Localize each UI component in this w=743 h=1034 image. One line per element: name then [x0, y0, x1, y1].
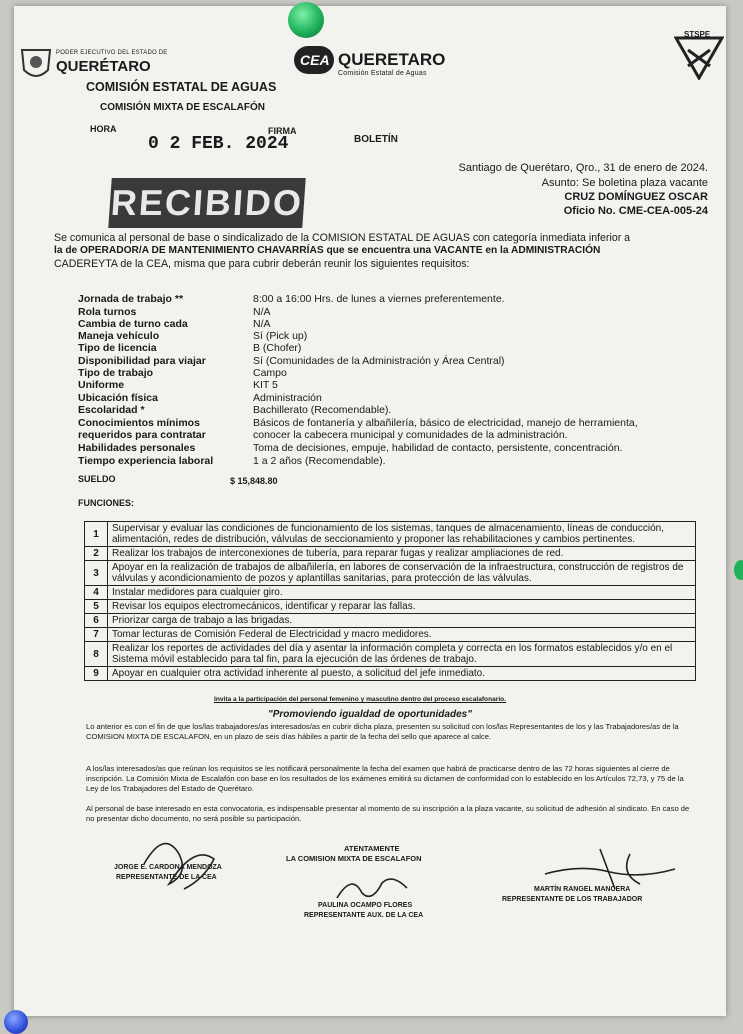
- stspe-text: STSPE: [684, 30, 711, 39]
- signature-1-name: JORGE E. CARDONA MENDOZA: [114, 864, 222, 871]
- paragraph-sindicato: Al personal de base interesado en esta convocatoria, es indispensable presentar al momento de su inscripción a la plaza vacante, su solicitud de adhesión al sindicato. En caso de no presentar dicho documento, no será posible su participación.: [86, 804, 690, 823]
- requirement-label: Ubicación física: [78, 392, 158, 404]
- functions-table: [84, 521, 696, 681]
- requirement-value: B (Chofer): [253, 342, 302, 354]
- function-text: Realizar los trabajos de interconexiones de tubería, para reparar fugas y realizar ampliaciones de red.: [108, 547, 696, 561]
- requirement-row: [78, 417, 638, 429]
- requirement-row: [78, 318, 271, 330]
- commission-name: LA COMISION MIXTA DE ESCALAFON: [286, 854, 422, 863]
- requirement-label: Escolaridad *: [78, 404, 145, 416]
- intro-line2: la de OPERADOR/A DE MANTENIMIENTO CHAVARRÍAS que se encuentra una VACANTE en la ADMINISTRACIÓN: [54, 245, 601, 256]
- requirement-value: Toma de decisiones, empuje, habilidad de contacto, persistente, concentración.: [253, 442, 623, 454]
- stspe-logo-icon: [674, 32, 724, 80]
- requirement-label: Uniforme: [78, 379, 125, 391]
- function-number: 4: [85, 586, 108, 600]
- salary-value: $ 15,848.80: [230, 476, 278, 486]
- requirement-label: Habilidades personales: [78, 442, 196, 454]
- paragraph-plazo: Lo anterior es con el fin de que los/las trabajadores/as interesados/as en cubrir dicha plaza, presenten su solicitud con los/las Representantes de los y las Trabajadores/as de la COMISION MIXTA DE ESCALAFON, en un plazo de seis días hábiles a partir de la fecha del sello que aparece al calce.: [86, 722, 679, 741]
- function-row: [85, 600, 696, 614]
- function-text: Apoyar en la realización de trabajos de albañilería, en labores de conservación de la infraestructura, construcción de registros de válvulas y acondicionamiento de pozos y aplantillas sanitarias, para protección de las válvulas.: [108, 561, 696, 586]
- hora-label: HORA: [90, 124, 117, 134]
- function-text: Supervisar y evaluar las condiciones de funcionamiento de los sistemas, tanques de almacenamiento, líneas de conducción, alimentación, redes de distribución, válvulas de seccionamiento y proponer las rehabilitaciones y cambios pertinentes.: [108, 522, 696, 547]
- function-text: Tomar lecturas de Comisión Federal de Electricidad y macro medidores.: [108, 628, 696, 642]
- functions-title: FUNCIONES:: [78, 498, 134, 508]
- function-number: 9: [85, 667, 108, 681]
- requirement-row: [78, 455, 386, 467]
- cea-name: QUERETARO: [338, 50, 446, 69]
- function-row: [85, 586, 696, 600]
- boletin-label: BOLETÍN: [354, 134, 398, 145]
- received-stamp: RECIBIDO: [108, 178, 305, 228]
- function-text: Revisar los equipos electromecánicos, identificar y reparar las fallas.: [108, 600, 696, 614]
- function-row: [85, 667, 696, 681]
- requirement-label: Maneja vehículo: [78, 330, 160, 342]
- requirement-value: Sí (Pick up): [253, 330, 308, 342]
- function-number: 3: [85, 561, 108, 586]
- function-text: Instalar medidores para cualquier giro.: [108, 586, 696, 600]
- org-line1: COMISIÓN ESTATAL DE AGUAS: [86, 80, 277, 94]
- signature-2-name: PAULINA OCAMPO FLORES: [318, 902, 413, 909]
- requirement-value: Campo: [253, 367, 287, 379]
- function-number: 5: [85, 600, 108, 614]
- function-number: 2: [85, 547, 108, 561]
- requirement-label: Conocimientos mínimos: [78, 417, 200, 429]
- salary-label: SUELDO: [78, 474, 116, 484]
- received-date: 0 2 FEB. 2024: [148, 134, 289, 154]
- function-text: Apoyar en cualquier otra actividad inherente al puesto, a solicitud del jefe inmediato.: [108, 667, 696, 681]
- requirement-value: 8:00 a 16:00 Hrs. de lunes a viernes preferentemente.: [253, 293, 505, 305]
- requirement-label: Tiempo experiencia laboral: [78, 455, 214, 467]
- signature-2-role: REPRESENTANTE AUX. DE LA CEA: [304, 912, 424, 919]
- function-text: Realizar los reportes de actividades del día y asentar la información completa y correcta en los formatos establecidos y/o en el Sistema móvil establecido para tal fin, para la ejecución de las órdenes de trabajo.: [108, 642, 696, 667]
- gov-small-text: PODER EJECUTIVO DEL ESTADO DE: [56, 50, 168, 56]
- document-page: [14, 6, 726, 1016]
- atentamente: ATENTAMENTE: [344, 844, 400, 853]
- function-row: [85, 642, 696, 667]
- addressee-name: CRUZ DOMÍNGUEZ OSCAR: [564, 191, 708, 203]
- requirement-row: [78, 342, 302, 354]
- function-number: 7: [85, 628, 108, 642]
- signature-1-icon: [134, 824, 234, 894]
- firma-label: FIRMA: [268, 126, 297, 136]
- requirement-label: Cambia de turno cada: [78, 318, 188, 330]
- function-row: [85, 547, 696, 561]
- function-number: 6: [85, 614, 108, 628]
- paragraph-examen: A los/las interesados/as que reúnan los requisitos se les notificará personalmente la fecha del examen que habrá de practicarse dentro de las 72 horas siguientes al cierre de inscripción. La Comisión Mixta de Escalafón con base en los resultados de los exámenes emitirá su dictamen de conformidad con lo establecido en los Artículos 72,73, y 75 de la Ley de los Trabajadores del Estado de Querétaro.: [86, 764, 684, 793]
- intro-line1: Se comunica al personal de base o sindicalizado de la COMISION ESTATAL DE AGUAS con categoría inmediata inferior a: [54, 232, 631, 244]
- function-number: 1: [85, 522, 108, 547]
- requirement-row: [78, 306, 271, 318]
- green-pushpin-icon: [288, 2, 324, 38]
- gov-name: QUERÉTARO: [56, 58, 151, 75]
- org-line2: COMISIÓN MIXTA DE ESCALAFÓN: [100, 102, 265, 113]
- place-date: Santiago de Querétaro, Qro., 31 de enero de 2024.: [458, 162, 708, 174]
- state-crest-icon: [18, 44, 54, 84]
- requirement-value: conocer la cabecera municipal y comunidades de la administración.: [253, 429, 568, 441]
- requirement-row: [78, 355, 505, 367]
- function-number: 8: [85, 642, 108, 667]
- requirement-value: Bachillerato (Recomendable).: [253, 404, 392, 416]
- requirement-row: [78, 330, 308, 342]
- asunto: Asunto: Se boletina plaza vacante: [541, 177, 708, 189]
- oficio-number: Oficio No. CME-CEA-005-24: [563, 205, 708, 217]
- requirement-label: Tipo de trabajo: [78, 367, 154, 379]
- green-pushpin-edge-icon: [734, 560, 743, 580]
- requirement-label: Disponibilidad para viajar: [78, 355, 206, 367]
- requirement-label: Rola turnos: [78, 306, 137, 318]
- requirement-row: [78, 429, 568, 441]
- requirement-value: N/A: [253, 306, 271, 318]
- requirement-value: N/A: [253, 318, 271, 330]
- signature-3-role: REPRESENTANTE DE LOS TRABAJADOR: [502, 896, 643, 903]
- function-row: [85, 614, 696, 628]
- blue-pushpin-icon: [4, 1010, 28, 1034]
- requirement-label: Tipo de licencia: [78, 342, 157, 354]
- requirement-value: Básicos de fontanería y albañilería, básico de electricidad, manejo de herramienta,: [253, 417, 638, 429]
- requirement-label: Jornada de trabajo **: [78, 293, 184, 305]
- requirement-value: KIT 5: [253, 379, 278, 391]
- function-row: [85, 628, 696, 642]
- requirement-row: [78, 367, 287, 379]
- requirement-value: Administración: [253, 392, 322, 404]
- requirement-value: Sí (Comunidades de la Administración y Área Central): [253, 355, 505, 367]
- function-row: [85, 522, 696, 547]
- requirement-row: [78, 379, 278, 391]
- signature-1-role: REPRESENTANTE DE LA CEA: [116, 874, 217, 881]
- requirement-row: [78, 442, 623, 454]
- slogan: "Promoviendo igualdad de oportunidades": [268, 709, 472, 720]
- requirement-row: [78, 404, 392, 416]
- requirement-value: 1 a 2 años (Recomendable).: [253, 455, 386, 467]
- requirement-label: requeridos para contratar: [78, 429, 206, 441]
- requirement-row: [78, 392, 322, 404]
- cea-abbr: CEA: [300, 52, 330, 68]
- function-text: Priorizar carga de trabajo a las brigadas.: [108, 614, 696, 628]
- invite-text: Invita a la participación del personal femenino y masculino dentro del proceso escalafonario.: [214, 696, 507, 703]
- intro-line3: CADEREYTA de la CEA, misma que para cubrir deberán reunir los siguientes requisitos:: [54, 258, 470, 270]
- requirement-row: [78, 293, 505, 305]
- cea-subtitle: Comisión Estatal de Aguas: [338, 70, 427, 77]
- function-row: [85, 561, 696, 586]
- signature-3-name: MARTÍN RANGEL MANCERA: [534, 886, 631, 893]
